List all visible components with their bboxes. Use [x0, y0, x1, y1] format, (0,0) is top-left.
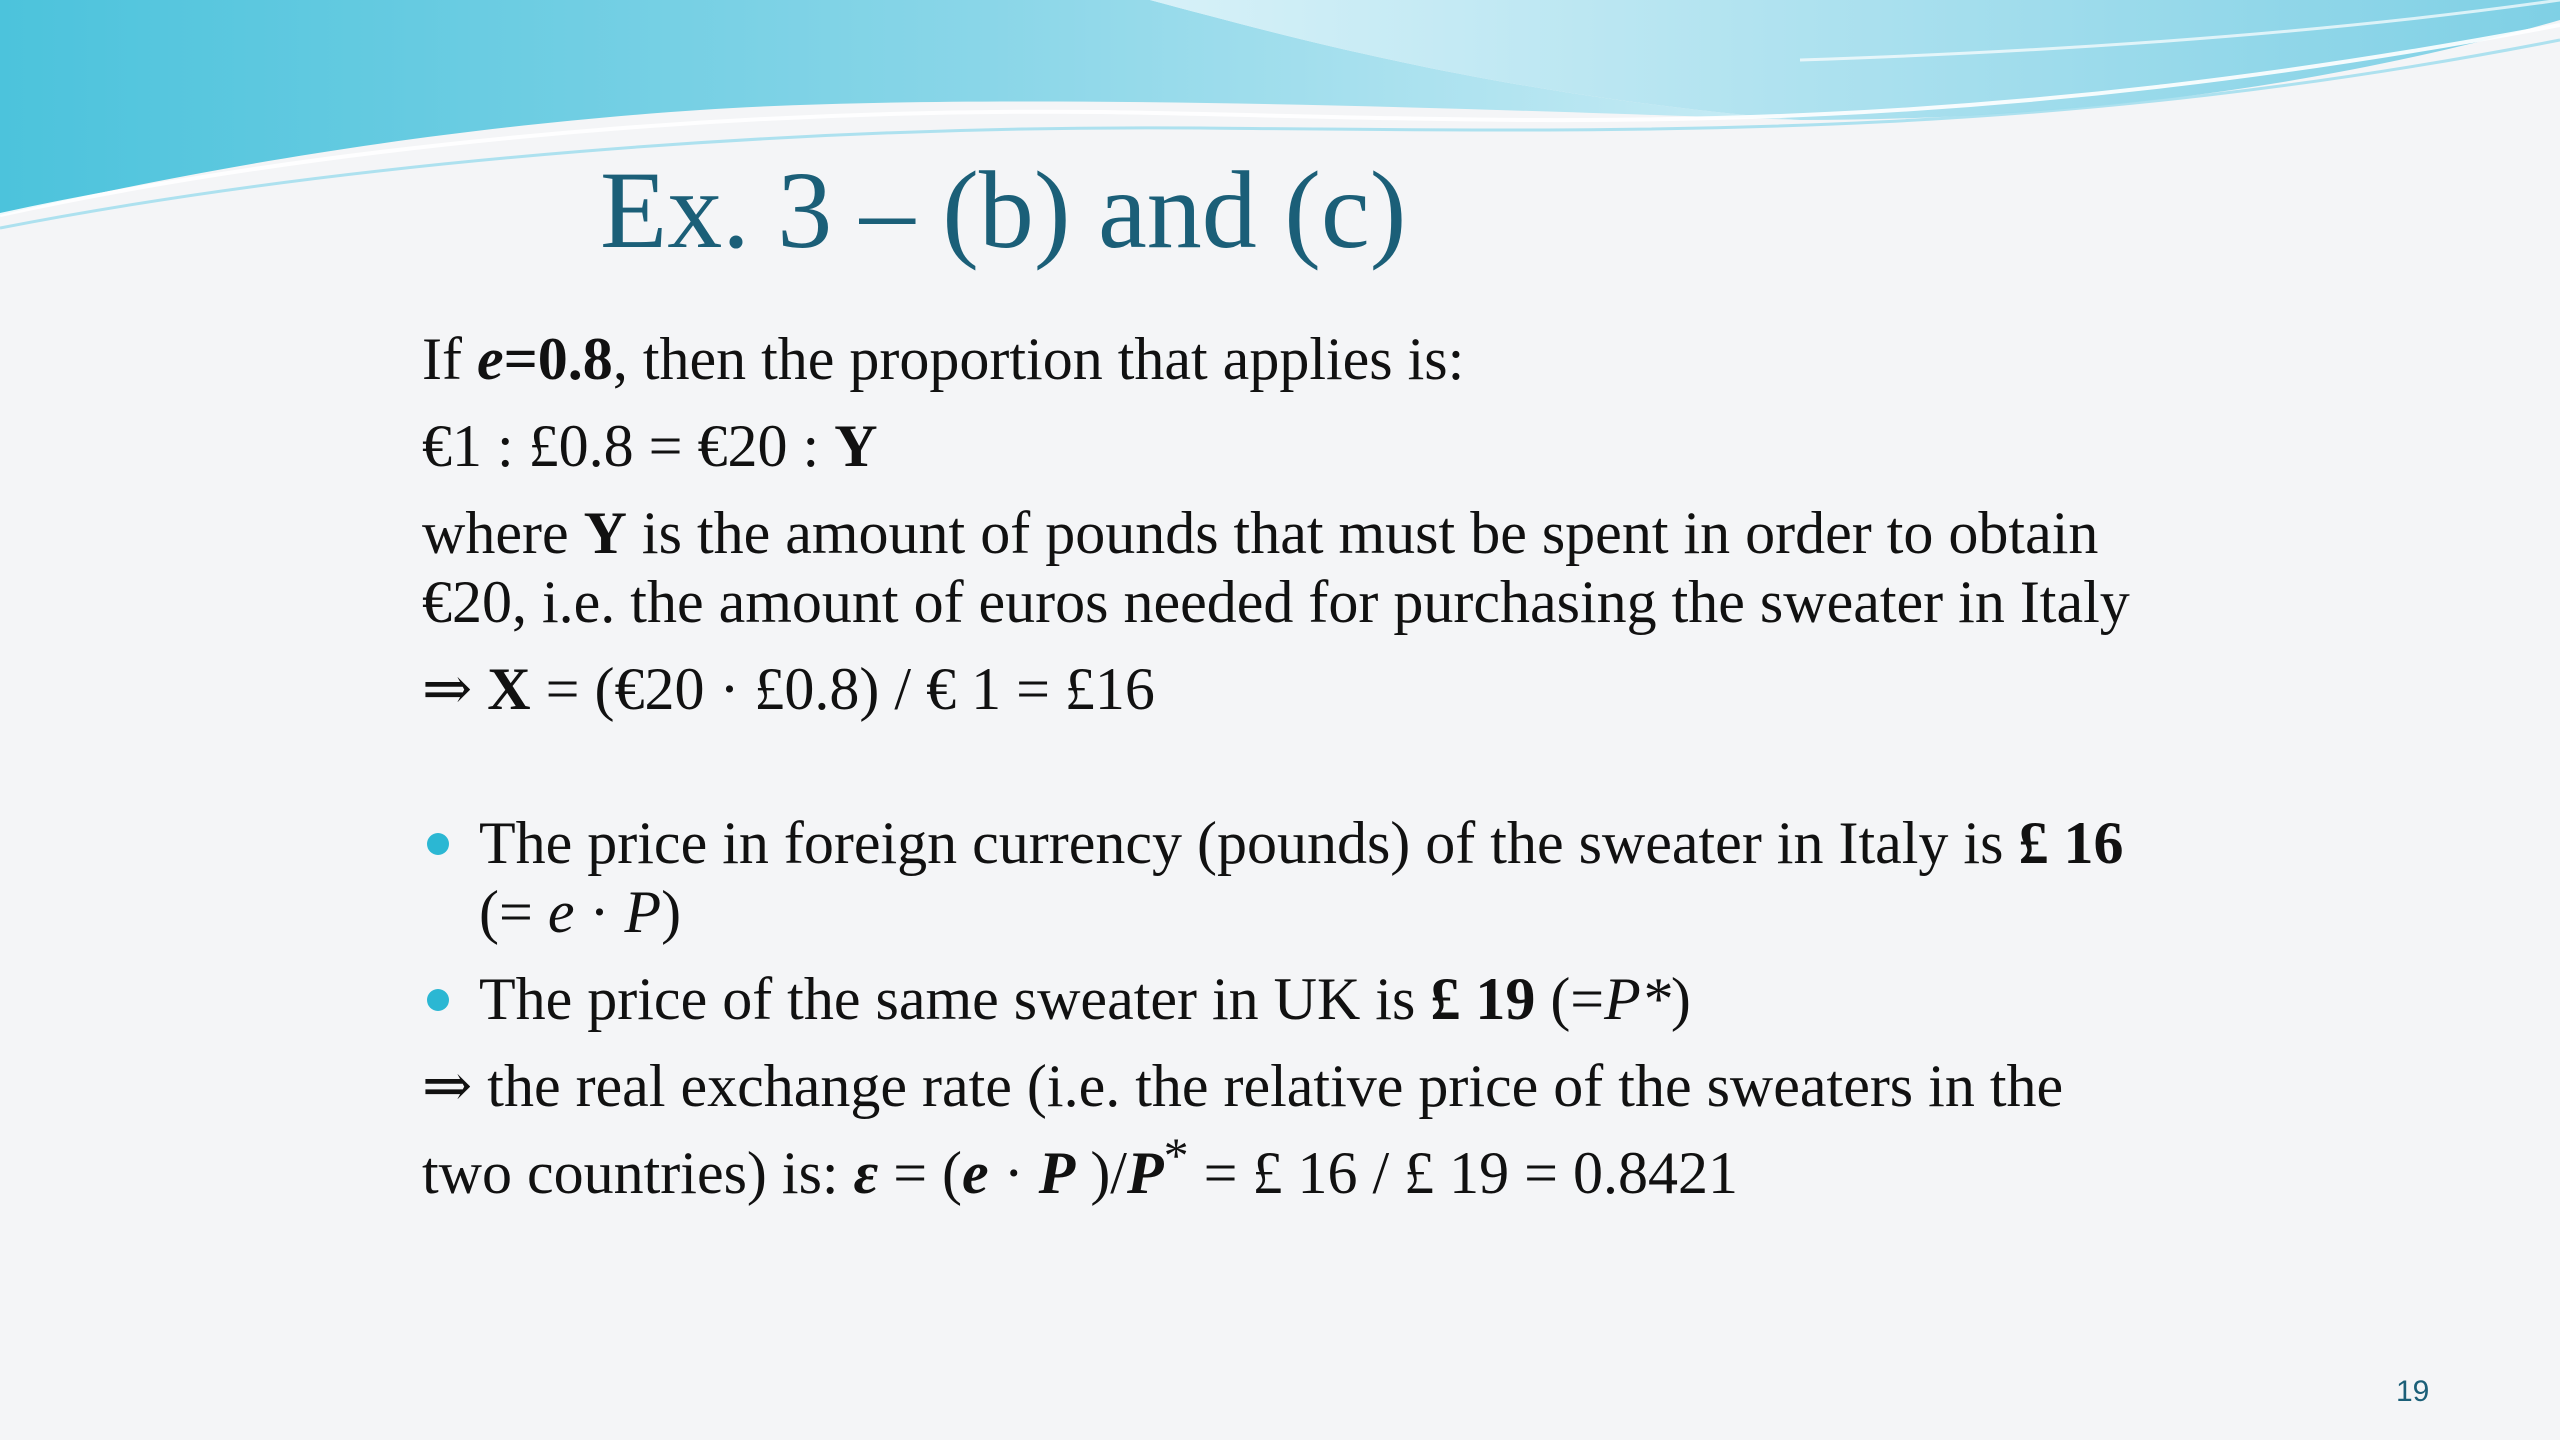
var-epsilon: ε [853, 1140, 879, 1206]
result-line [422, 655, 2142, 724]
text: (= [1535, 966, 1605, 1032]
var-y: Y [834, 413, 878, 479]
page-number: 19 [2396, 1375, 2430, 1408]
text: (= [479, 879, 548, 945]
var-e: e [476, 326, 504, 392]
var-p: P [1038, 1140, 1076, 1206]
price: £ 19 [1430, 966, 1536, 1032]
text: ) [661, 879, 682, 945]
text: The price in foreign currency (pounds) of the sweater in Italy is [479, 810, 2019, 876]
text: = £ 16 / £ 19 = 0.8421 [1188, 1140, 1738, 1206]
text: = ( [878, 1140, 963, 1206]
text: , then the proportion that applies is: [612, 326, 1465, 392]
text: · [574, 879, 625, 945]
condition-line [422, 325, 2142, 394]
implies-arrow: ⇒ [422, 656, 488, 722]
text: The price of the same sweater in UK is [479, 966, 1431, 1032]
text: ⇒ the real exchange rate (i.e. the relative price of the sweaters in the two countries) is: [422, 1053, 2064, 1206]
proportion-line [422, 412, 2142, 481]
text: =0.8 [503, 326, 613, 392]
price: £ 16 [2018, 810, 2124, 876]
text: €1 : £0.8 = €20 : [422, 413, 835, 479]
var-p-star: P* [1604, 966, 1671, 1032]
bullet-item [422, 965, 2142, 1034]
var-x: X [487, 656, 531, 722]
var-p: P [624, 879, 662, 945]
text: where [422, 500, 584, 566]
text: )/ [1075, 1140, 1127, 1206]
real-exchange-rate-line [422, 1052, 2142, 1208]
bullet-item [422, 809, 2142, 947]
var-e: e [547, 879, 575, 945]
var-e: e [962, 1140, 989, 1206]
explanation-paragraph [422, 499, 2142, 637]
text: is the amount of pounds that must be spent in order to obtain €20, i.e. the amount of euros needed for purchasing the sweater in Italy [422, 500, 2130, 635]
bullet-dot-icon [427, 833, 449, 855]
bullet-dot-icon [427, 989, 449, 1011]
slide-title: Ex. 3 – (b) and (c) [600, 149, 1407, 271]
var-p-star: P [1126, 1140, 1164, 1206]
text: = (€20 · £0.8) / € 1 = £16 [530, 656, 1155, 722]
slide-body [422, 325, 2142, 1208]
star: * [1163, 1127, 1189, 1183]
var-y: Y [583, 500, 627, 566]
text: ) [1670, 966, 1691, 1032]
text: · [988, 1140, 1039, 1206]
text: If [422, 326, 477, 392]
